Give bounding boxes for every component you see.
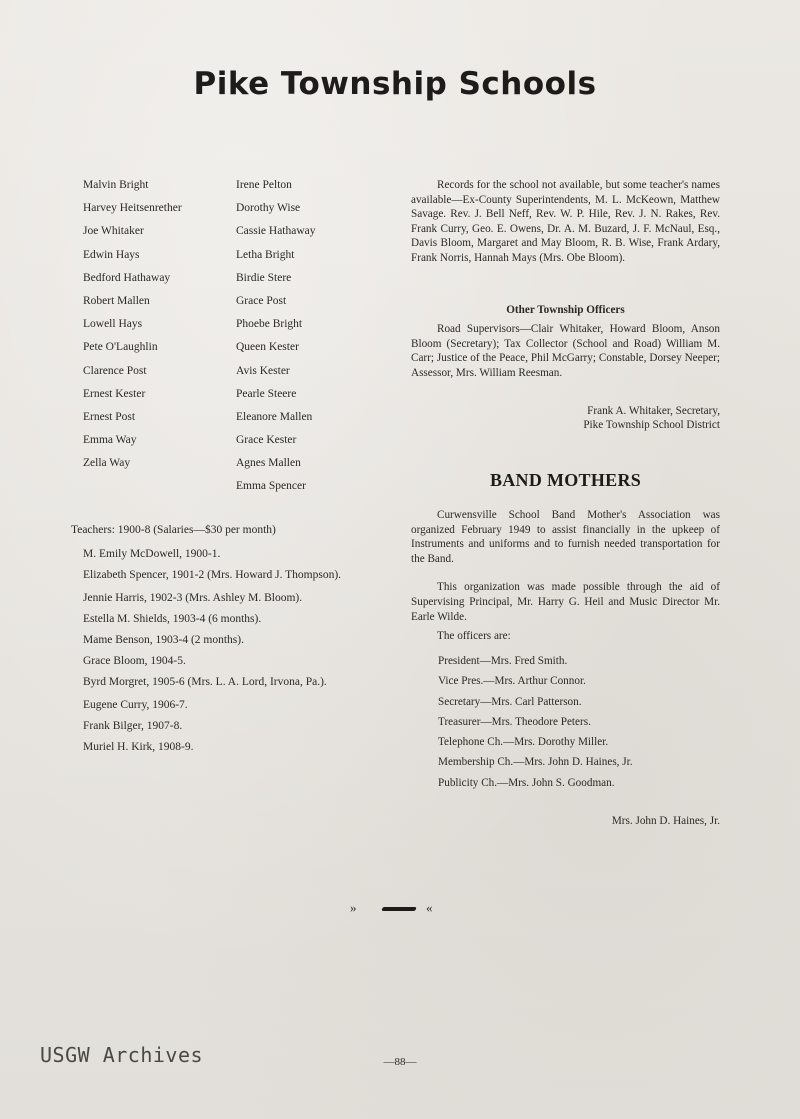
officer-entry: Secretary—Mrs. Carl Patterson. [438, 695, 582, 708]
teachers-list [71, 548, 383, 762]
pupil-name: Ernest Post [83, 410, 136, 423]
pupil-name: Letha Bright [236, 248, 295, 261]
pupil-name: Avis Kester [236, 364, 290, 377]
pupil-name: Clarence Post [83, 364, 147, 377]
records-section [411, 178, 720, 266]
pupil-name: Dorothy Wise [236, 202, 301, 215]
teacher-entry: Byrd Morgret, 1905-6 (Mrs. L. A. Lord, Irvona, Pa.). [83, 676, 327, 688]
pupil-name: Bedford Hathaway [83, 271, 171, 284]
pupil-name: Ernest Kester [83, 387, 146, 400]
page-number: —88— [383, 1056, 417, 1068]
officers-intro: The officers are: [437, 630, 511, 643]
teacher-entry: Elizabeth Spencer, 1901-2 (Mrs. Howard J. Thompson). [83, 569, 342, 581]
band-officers-list [438, 654, 633, 796]
band-mothers-section [411, 508, 720, 644]
pupil-name: Pearle Steere [236, 387, 297, 400]
officers-paragraph: Road Supervisors—Clair Whitaker, Howard Bloom, Anson Bloom (Secretary); Tax Collector (School and Road) William M. Carr; Justice of the Peace, Phil McGarry; Constable, Dorsey Neeper; Assessor, Mrs. William Reesman. [411, 323, 720, 379]
pupil-name: Robert Mallen [83, 294, 150, 307]
pupil-name: Pete O'Laughlin [83, 341, 158, 354]
pupil-name: Agnes Mallen [236, 457, 301, 470]
teacher-entry: Grace Bloom, 1904-5. [83, 655, 186, 667]
teacher-entry: M. Emily McDowell, 1900-1. [83, 548, 221, 560]
officers-heading: Other Township Officers [506, 304, 625, 316]
pupil-name: Birdie Stere [236, 271, 292, 284]
page-title: Pike Township Schools [193, 66, 597, 102]
band-paragraph-1: Curwensville School Band Mother's Association was organized February 1949 to assist financially in the upkeep of Instruments and uniforms and to furnish needed transportation for the Band. [411, 509, 720, 565]
pupil-name: Edwin Hays [83, 248, 140, 261]
pupil-name: Irene Pelton [236, 179, 292, 191]
signature-line: Pike Township School District [583, 419, 720, 431]
signature-line: Frank A. Whitaker, Secretary, [587, 405, 720, 417]
teacher-entry: Frank Bilger, 1907-8. [83, 720, 183, 732]
band-mothers-title: BAND MOTHERS [489, 470, 642, 490]
teacher-entry: Estella M. Shields, 1903-4 (6 months). [83, 613, 262, 625]
band-paragraph-2: This organization was made possible through the aid of Supervising Principal, Mr. Harry G. Heil and Music Director Mr. Earle Wilde. [411, 581, 720, 623]
pupil-name: Cassie Hathaway [236, 225, 316, 238]
pupil-name: Eleanore Mallen [236, 410, 313, 423]
pupil-name: Zella Way [83, 457, 131, 470]
teacher-entry: Jennie Harris, 1902-3 (Mrs. Ashley M. Bloom). [83, 592, 303, 604]
teacher-entry: Mame Benson, 1903-4 (2 months). [83, 634, 244, 646]
records-paragraph: Records for the school not available, but some teacher's names available—Ex-County Superintendents, M. L. McKeown, Matthew Savage. Rev. J. Bell Neff, Rev. W. P. Hile, Rev. J. N. Rakes, Rev. Frank Curry, Geo. E. Owens, Dr. A. M. Buzard, J. F. McNaul, Esq., Davis Bloom, Margaret and May Bloom, R. B. Wise, Frank Ardary, Frank Norris, Hannah Mays (Mrs. Obe Bloom). [411, 179, 720, 264]
secretary-signature [500, 404, 720, 432]
officer-entry: Membership Ch.—Mrs. John D. Haines, Jr. [438, 756, 633, 769]
officer-entry: Vice Pres.—Mrs. Arthur Connor. [438, 675, 586, 688]
officer-entry: Publicity Ch.—Mrs. John S. Goodman. [438, 776, 615, 789]
pupil-name: Grace Kester [236, 434, 297, 447]
pupil-name: Malvin Bright [83, 179, 149, 191]
archive-watermark: USGW Archives [40, 1043, 204, 1067]
pupil-name: Lowell Hays [83, 318, 143, 331]
pupil-name: Emma Spencer [236, 480, 306, 493]
pupil-name: Joe Whitaker [83, 225, 144, 238]
pupil-name: Grace Post [236, 294, 287, 307]
pupil-names-left [83, 175, 182, 476]
officers-section [411, 322, 720, 380]
section-ornament [340, 900, 460, 920]
teachers-heading: Teachers: 1900-8 (Salaries—$30 per month) [71, 524, 276, 536]
pupil-name: Harvey Heitsenrether [83, 202, 182, 215]
officer-entry: Treasurer—Mrs. Theodore Peters. [438, 715, 591, 728]
officer-entry: President—Mrs. Fred Smith. [438, 655, 568, 667]
ornament-left-glyph: » [350, 900, 357, 915]
pupil-name: Emma Way [83, 434, 137, 447]
pupil-names-right [236, 175, 316, 500]
teacher-entry: Eugene Curry, 1906-7. [83, 699, 188, 711]
ornament-right-glyph: « [426, 900, 433, 915]
pupil-name: Queen Kester [236, 341, 299, 354]
ornament-bar-icon [381, 907, 416, 911]
band-signature: Mrs. John D. Haines, Jr. [611, 815, 720, 827]
pupil-name: Phoebe Bright [236, 318, 303, 331]
officer-entry: Telephone Ch.—Mrs. Dorothy Miller. [438, 736, 609, 749]
teacher-entry: Muriel H. Kirk, 1908-9. [83, 741, 194, 753]
